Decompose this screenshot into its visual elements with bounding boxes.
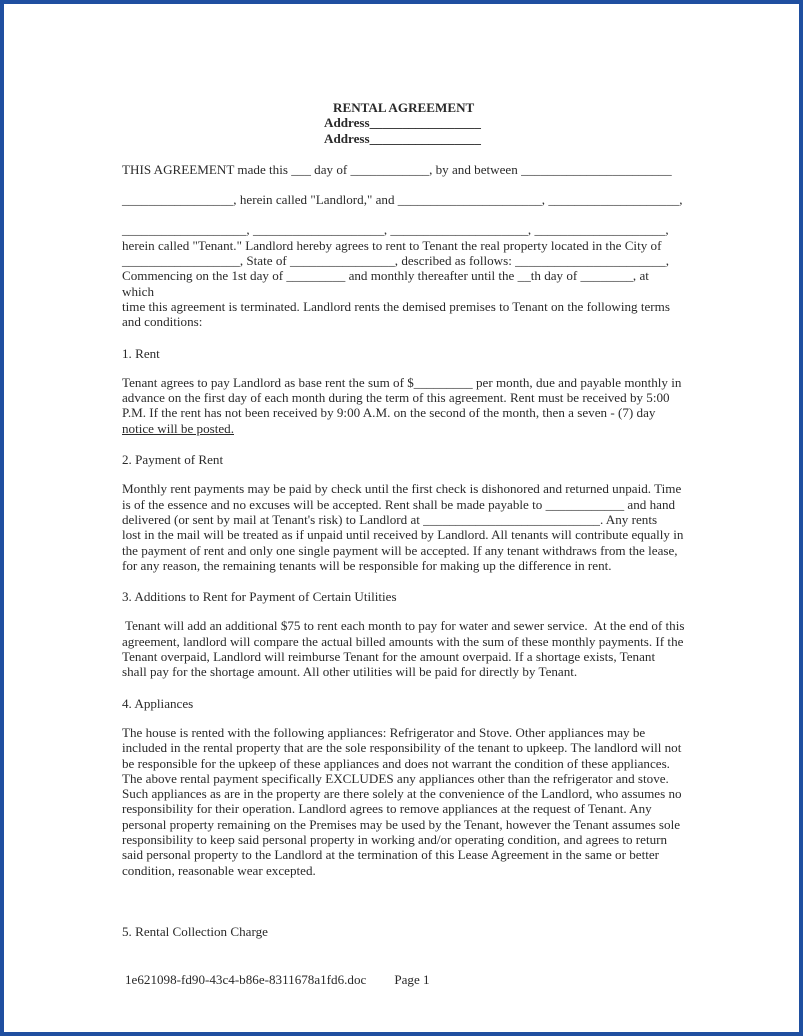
intro-line: _________________, herein called "Landlord," and ______________________, ____________________, — [122, 192, 683, 208]
intro-paragraph — [122, 162, 684, 330]
intro-line: time this agreement is terminated. Landlord rents the demised premises to Tenant on the following terms — [122, 298, 670, 314]
intro-line: THIS AGREEMENT made this ___ day of ____________, by and between _______________________ — [122, 161, 672, 177]
body-line: The house is rented with the following appliances: Refrigerator and Stove. Other appliances may be — [122, 724, 646, 740]
body-line: agreement, landlord will compare the actual billed amounts with the sum of these monthly payments. If the — [122, 633, 684, 649]
body-line: The above rental payment specifically EXCLUDES any appliances other than the refrigerator and stove. — [122, 770, 669, 786]
section-1-heading: 1. Rent — [122, 345, 160, 361]
section-4-heading: 4. Appliances — [122, 695, 194, 711]
section-2-heading: 2. Payment of Rent — [122, 452, 224, 468]
address-line-2: Address_________________ — [324, 130, 481, 146]
intro-line: herein called "Tenant." Landlord hereby agrees to rent to Tenant the real property located in the City of — [122, 237, 662, 253]
section-4-body — [122, 725, 684, 878]
body-line: P.M. If the rent has not been received by 9:00 A.M. on the second of the month, then a seven - (7) day — [122, 405, 656, 421]
body-line: lost in the mail will be treated as if unpaid until received by Landlord. All tenants will contribute equally in — [122, 527, 684, 543]
intro-line: Commencing on the 1st day of _________ and monthly thereafter until the __th day of ________, at which — [122, 268, 649, 299]
footer-page-number: Page 1 — [394, 972, 430, 987]
section-3-body — [122, 618, 684, 679]
address-line-1: Address_________________ — [324, 115, 481, 131]
intro-line: __________________, State of ________________, described as follows: _______________________, — [122, 253, 669, 269]
body-line: included in the rental property that are the sole responsibility of the tenant to upkeep. The landlord will not — [122, 740, 682, 756]
body-line: Tenant overpaid, Landlord will reimburse Tenant for the amount overpaid. If a shortage exists, Tenant — [122, 649, 656, 665]
document-page — [4, 4, 799, 1032]
body-line: personal property remaining on the Premises may be used by the Tenant, however the Tenant assumes sole — [122, 816, 681, 832]
section-1-body — [122, 375, 684, 436]
body-line: Tenant will add an additional $75 to rent each month to pay for water and sewer service. At the end of this — [122, 618, 685, 634]
body-line: said personal property to the Landlord at the termination of this Lease Agreement in the same or better — [122, 847, 660, 863]
body-line: responsibility for their operation. Landlord agrees to remove appliances at the request of Tenant. Any — [122, 801, 652, 817]
body-line: condition, reasonable wear excepted. — [122, 862, 316, 878]
body-line: be responsible for the upkeep of these appliances and does not warrant the condition of these appliances. — [122, 755, 670, 771]
body-line: Tenant agrees to pay Landlord as base rent the sum of $_________ per month, due and payable monthly in — [122, 374, 682, 390]
footer-file-name: 1e621098-fd90-43c4-b86e-8311678a1fd6.doc — [125, 972, 367, 987]
body-line: is of the essence and no excuses will be accepted. Rent shall be made payable to ____________ and hand — [122, 496, 676, 512]
body-line: Such appliances as are in the property are there solely at the convenience of the Landlord, who assumes no — [122, 786, 682, 802]
section-5-heading: 5. Rental Collection Charge — [122, 923, 268, 939]
intro-line: and conditions: — [122, 314, 203, 330]
document-title: RENTAL AGREEMENT — [333, 100, 475, 115]
intro-line: ___________________, ____________________, _____________________, ____________________, — [122, 222, 669, 238]
body-line: advance on the first day of each month during the term of this agreement. Rent must be received by 5:00 — [122, 390, 670, 406]
page-footer — [125, 972, 430, 988]
section-3-heading: 3. Additions to Rent for Payment of Certain Utilities — [122, 589, 397, 605]
body-line: notice will be posted. — [122, 420, 235, 436]
body-line: for any reason, the remaining tenants will be responsible for making up the difference in rent. — [122, 557, 612, 573]
body-line: delivered (or sent by mail at Tenant's risk) to Landlord at ___________________________. Any rents — [122, 511, 658, 527]
section-2-body — [122, 481, 684, 573]
body-line: responsibility to keep said personal property in working and/or operating condition, and agrees to return — [122, 831, 668, 847]
document-body — [122, 100, 684, 939]
body-line: Monthly rent payments may be paid by check until the first check is dishonored and returned unpaid. Time — [122, 481, 682, 497]
body-line: the payment of rent and only one single payment will be accepted. If any tenant withdraws from the lease, — [122, 542, 678, 558]
body-line: shall pay for the shortage amount. All other utilities will be paid for directly by Tenant. — [122, 664, 578, 680]
